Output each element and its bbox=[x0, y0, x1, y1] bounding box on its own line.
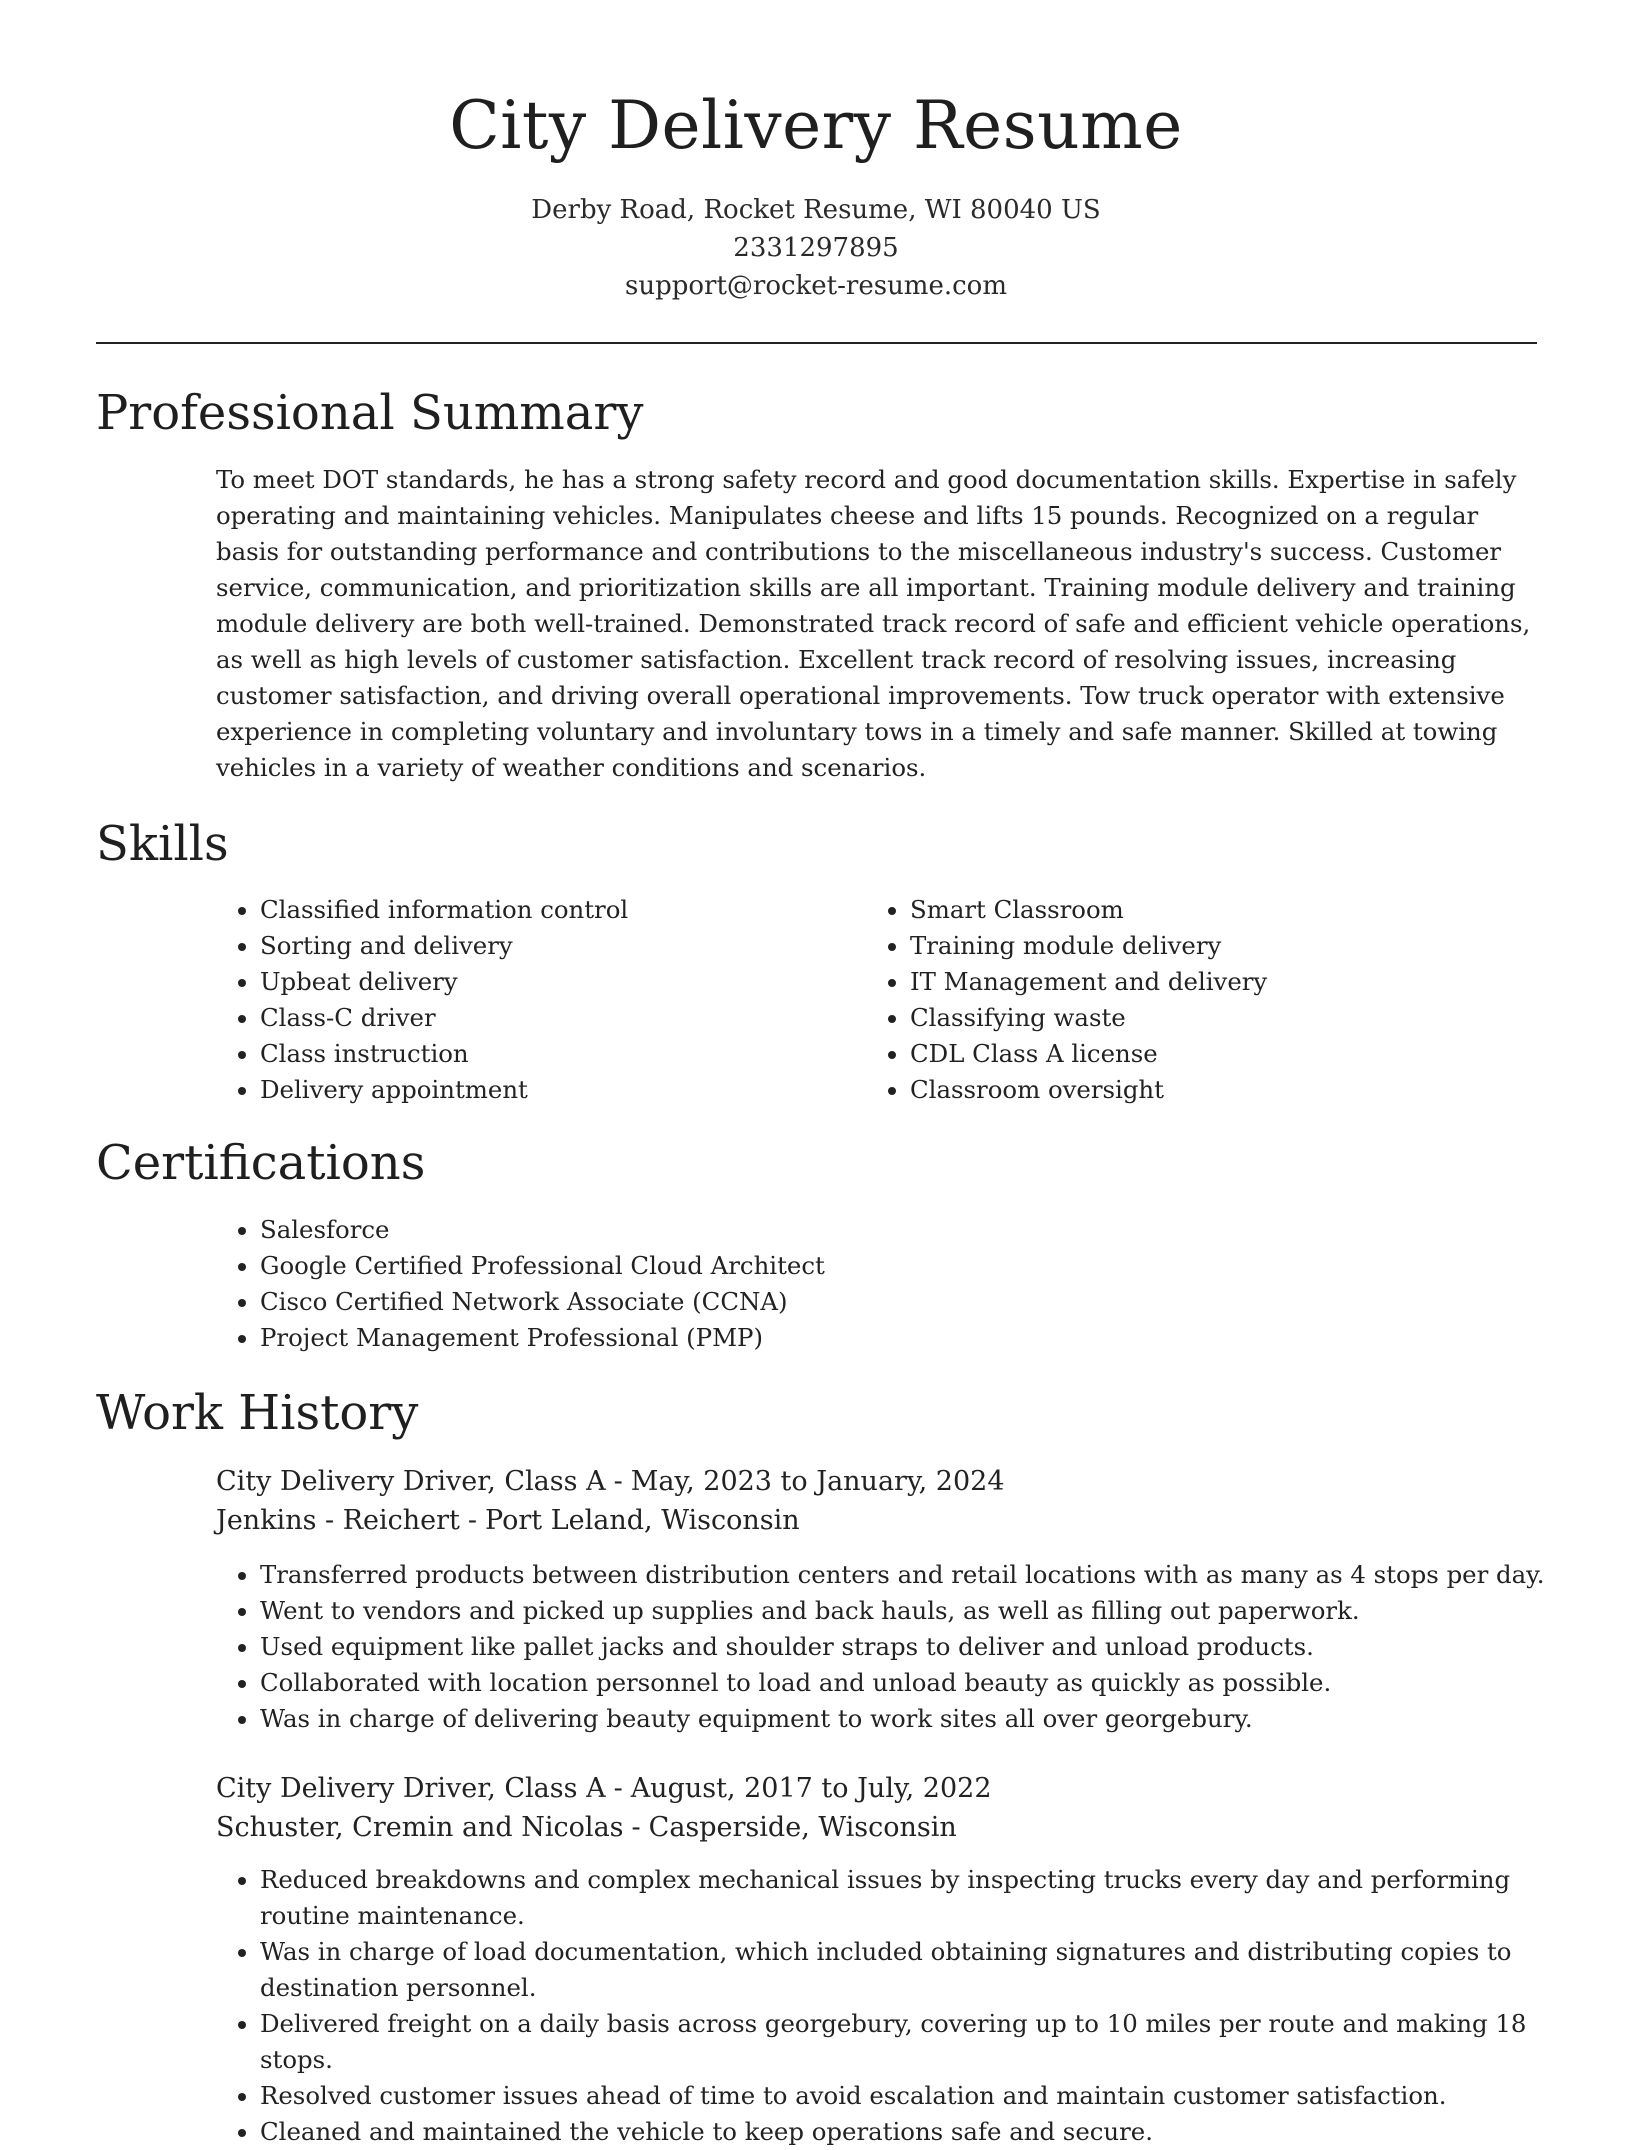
contact-phone: 2331297895 bbox=[733, 233, 899, 263]
job-duties-list bbox=[216, 1557, 1580, 1737]
job-company: Jenkins - Reichert bbox=[216, 1505, 460, 1536]
summary-text: To meet DOT standards, he has a strong safety record and good documentation skills. Expertise in safely operating and maintaining vehicles. Manipulates cheese and lifts 15 pounds. Recognized on a regular basis for outstanding performance and contributions to the miscellaneous industry's success. Customer service, communication, and prioritization skills are all important. Training module delivery and training module delivery are both well-trained. Demonstrated track record of safe and efficient vehicle operations, as well as high levels of customer satisfaction. Excellent track record of resolving issues, increasing customer satisfaction, and driving overall operational improvements. Tow truck operator with extensive experience in completing voluntary and involuntary tows in a timely and safe manner. Skilled at towing vehicles in a variety of weather conditions and scenarios. bbox=[216, 465, 1531, 782]
skill-item: • Classified information control bbox=[260, 892, 820, 928]
job-duty: • Resolved customer issues ahead of time to avoid escalation and maintain customer satisfaction. bbox=[260, 2078, 1580, 2114]
skill-item: • Class instruction bbox=[260, 1036, 820, 1072]
skill-item: • CDL Class A license bbox=[910, 1036, 1550, 1072]
job-duty: • Collaborated with location personnel to load and unload beauty as quickly as possible. bbox=[260, 1665, 1580, 1701]
job-separator: - bbox=[467, 1505, 478, 1536]
job-separator: - bbox=[613, 1466, 623, 1497]
job-duty: • Reduced breakdowns and complex mechanical issues by inspecting trucks every day and performing routine maintenance. bbox=[260, 1862, 1580, 1934]
job-title-line bbox=[216, 1462, 1005, 1501]
work-history-heading: Work History bbox=[96, 1385, 419, 1441]
header-divider bbox=[96, 342, 1537, 344]
contact-block bbox=[0, 191, 1632, 305]
certification-item: • Project Management Professional (PMP) bbox=[260, 1320, 1460, 1356]
job-company: Schuster, Cremin and Nicolas bbox=[216, 1812, 624, 1843]
job-duty: • Was in charge of delivering beauty equipment to work sites all over georgebury. bbox=[260, 1701, 1580, 1737]
skill-item: • Classroom oversight bbox=[910, 1072, 1550, 1108]
job-location: Port Leland, Wisconsin bbox=[485, 1505, 800, 1536]
job-title: City Delivery Driver, Class A bbox=[216, 1466, 606, 1497]
contact-email: support@rocket-resume.com bbox=[624, 271, 1007, 301]
job-company-line bbox=[216, 1808, 957, 1847]
job-duty: • Delivered freight on a daily basis across georgebury, covering up to 10 miles per route and making 18 stops. bbox=[260, 2006, 1580, 2078]
skill-item: • Classifying waste bbox=[910, 1000, 1550, 1036]
job-dates: August, 2017 to July, 2022 bbox=[630, 1773, 992, 1804]
job-separator: - bbox=[631, 1812, 641, 1843]
certifications-heading: Certifications bbox=[96, 1135, 426, 1191]
job-duty: • Cleaned and maintained the vehicle to keep operations safe and secure. bbox=[260, 2114, 1580, 2150]
certification-item: • Salesforce bbox=[260, 1212, 1460, 1248]
skill-item: • Smart Classroom bbox=[910, 892, 1550, 928]
skill-item: • Sorting and delivery bbox=[260, 928, 820, 964]
job-duty: • Was in charge of load documentation, which included obtaining signatures and distributing copies to destination personnel. bbox=[260, 1934, 1580, 2006]
skill-item: • Delivery appointment bbox=[260, 1072, 820, 1108]
certifications-list bbox=[216, 1212, 1460, 1356]
job-duties-list bbox=[216, 1862, 1580, 2150]
skills-list-right bbox=[866, 892, 1550, 1108]
skills-heading: Skills bbox=[96, 816, 229, 872]
job-duty: • Went to vendors and picked up supplies and back hauls, as well as filling out paperwork. bbox=[260, 1593, 1580, 1629]
job-title: City Delivery Driver, Class A bbox=[216, 1773, 606, 1804]
certification-item: • Google Certified Professional Cloud Architect bbox=[260, 1248, 1460, 1284]
job-dates: May, 2023 to January, 2024 bbox=[630, 1466, 1005, 1497]
job-company-line bbox=[216, 1501, 800, 1540]
job-duty: • Transferred products between distribution centers and retail locations with as many as 4 stops per day. bbox=[260, 1557, 1580, 1593]
skill-item: • Training module delivery bbox=[910, 928, 1550, 964]
job-duty: • Used equipment like pallet jacks and shoulder straps to deliver and unload products. bbox=[260, 1629, 1580, 1665]
skill-item: • Upbeat delivery bbox=[260, 964, 820, 1000]
skill-item: • IT Management and delivery bbox=[910, 964, 1550, 1000]
contact-address: Derby Road, Rocket Resume, WI 80040 US bbox=[531, 195, 1101, 225]
summary-heading: Professional Summary bbox=[96, 385, 644, 441]
skills-list-left bbox=[216, 892, 820, 1108]
certification-item: • Cisco Certified Network Associate (CCNA) bbox=[260, 1284, 1460, 1320]
job-title-line bbox=[216, 1769, 992, 1808]
job-location: Casperside, Wisconsin bbox=[648, 1812, 957, 1843]
skill-item: • Class-C driver bbox=[260, 1000, 820, 1036]
job-separator: - bbox=[613, 1773, 623, 1804]
resume-title: City Delivery Resume bbox=[449, 87, 1183, 164]
